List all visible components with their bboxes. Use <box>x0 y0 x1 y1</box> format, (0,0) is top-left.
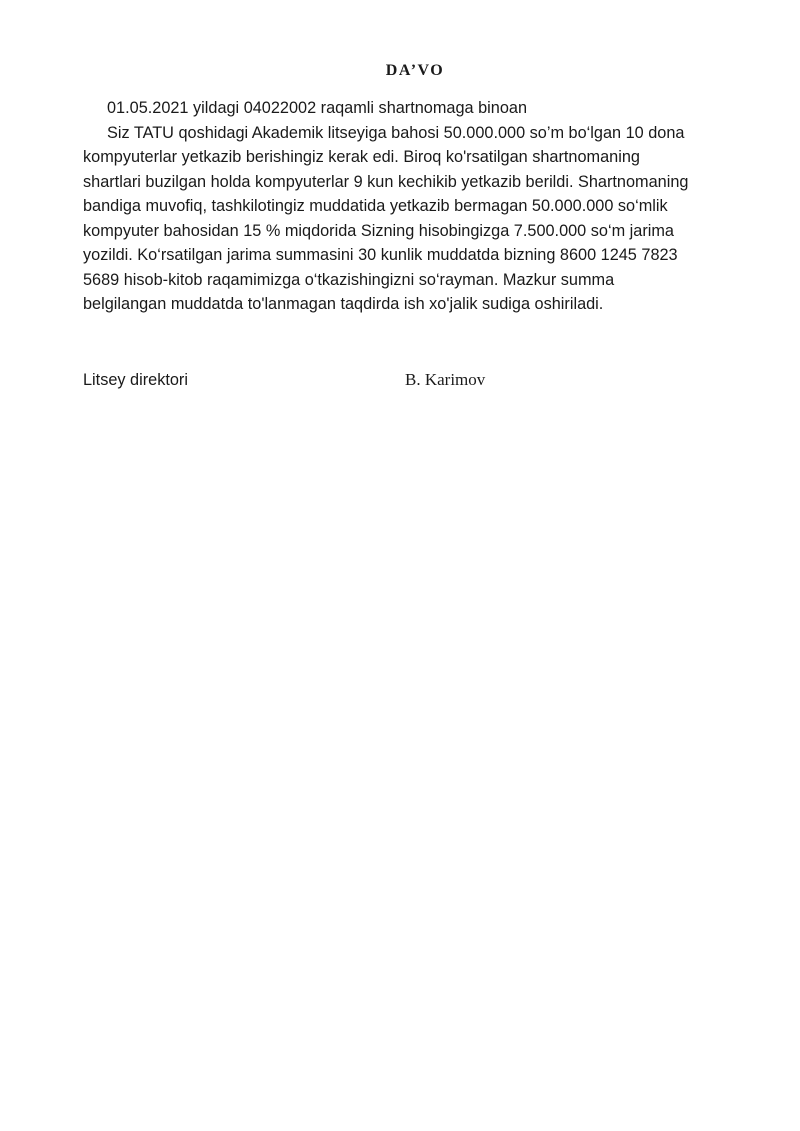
body-line: shartlari buzilgan holda kompyuterlar 9 kun kechikib yetkazib berildi. Shartnomaning <box>83 172 689 191</box>
body-paragraph <box>83 121 743 317</box>
body-line: kompyuterlar yetkazib berishingiz kerak edi. Biroq ko'rsatilgan shartnomaning <box>83 148 640 166</box>
body-line: bandiga muvofiq, tashkilotingiz muddatida yetkazib bermagan 50.000.000 so‘mlik <box>83 197 668 215</box>
body-line: belgilangan muddatda to'lanmagan taqdirda ish xo'jalik sudiga oshiriladi. <box>83 295 604 313</box>
body-line: kompyuter bahosidan 15 % miqdorida Sizning hisobingizga 7.500.000 so‘m jarima <box>83 221 674 240</box>
intro-line: 01.05.2021 yildagi 04022002 raqamli shartnomaga binoan <box>107 99 528 117</box>
body-line: Siz TATU qoshidagi Akademik litseyiga bahosi 50.000.000 so’m bo‘lgan 10 dona <box>107 123 685 142</box>
signature-role: Litsey direktori <box>83 371 188 389</box>
signature-name: B. Karimov <box>405 370 486 389</box>
body-line: yozildi. Ko‘rsatilgan jarima summasini 30 kunlik muddatda bizning 8600 1245 7823 <box>83 246 678 264</box>
body-line: 5689 hisob-kitob raqamimizga o‘tkazishingizni so‘rayman. Mazkur summa <box>83 270 615 289</box>
document-title: DA’VO <box>385 62 445 79</box>
